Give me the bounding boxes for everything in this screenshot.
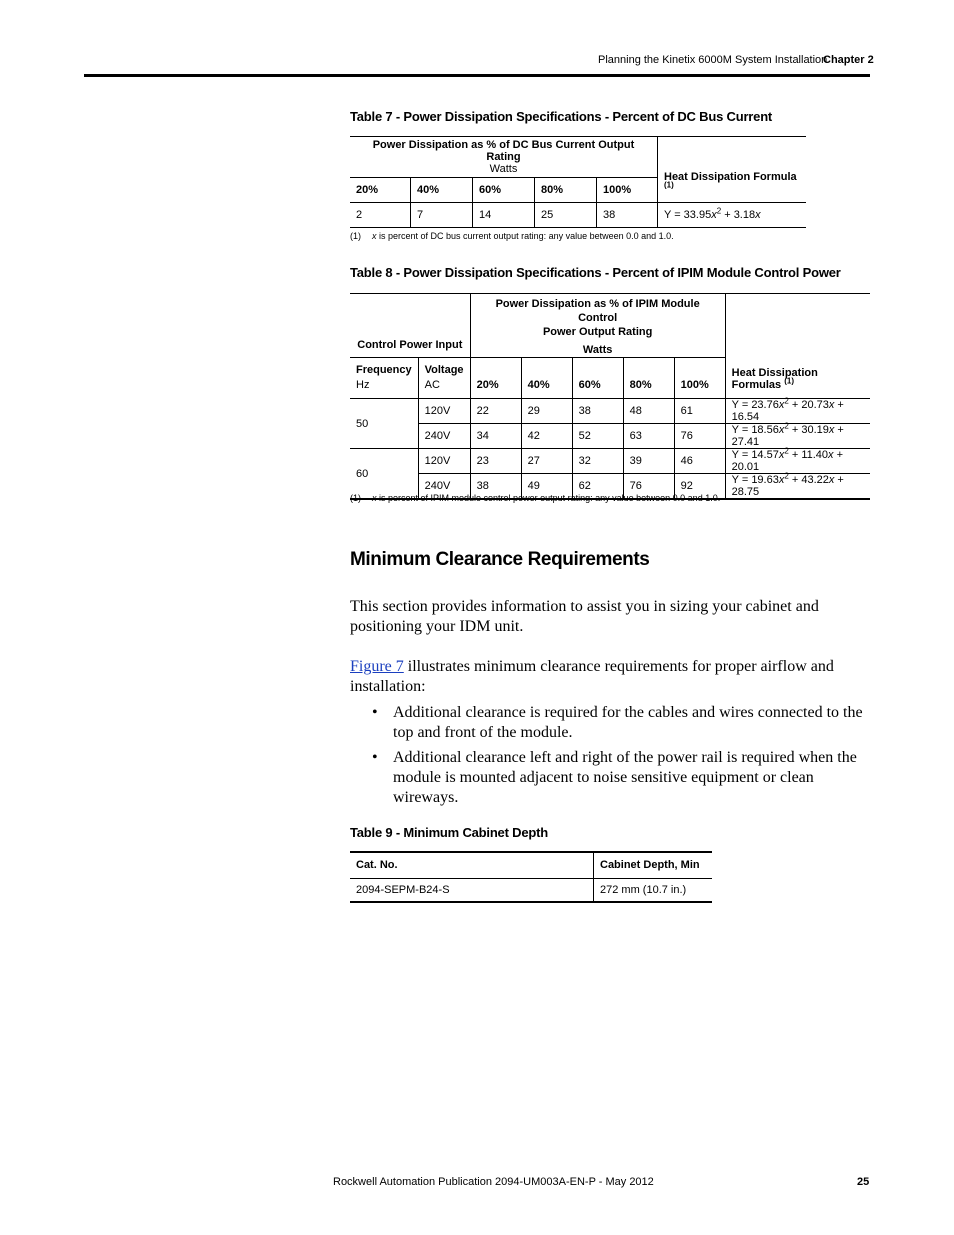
table-cell: 61	[674, 399, 725, 424]
running-header-title: Planning the Kinetix 6000M System Installation	[598, 54, 828, 66]
table8-freq: 50	[350, 399, 418, 449]
table-cell: 49	[521, 474, 572, 500]
formula-exp: 2	[784, 446, 789, 456]
table9-col-header: Cabinet Depth, Min	[600, 859, 700, 872]
table8-formula	[725, 471, 870, 500]
formula-var: x	[778, 449, 785, 461]
section-paragraph	[350, 657, 850, 697]
table8-group-title-2: Power Output Rating	[542, 326, 653, 338]
section-heading: Minimum Clearance Requirements	[350, 549, 650, 570]
table-cell: 22	[470, 399, 521, 424]
formula-part: + 43.22	[788, 474, 829, 486]
table-cell: 34	[470, 424, 521, 449]
table-cell: 63	[623, 424, 674, 449]
formula-part: + 3.18	[721, 209, 756, 221]
running-header-chapter: Chapter 2	[823, 54, 874, 66]
formula-var: x	[778, 474, 785, 486]
table-cell: 92	[674, 474, 725, 500]
table7-col-header: 80%	[535, 178, 597, 203]
table8-formula-header-text: Heat Dissipation Formulas	[731, 367, 818, 391]
table-cell: 62	[572, 474, 623, 500]
table-cell: 25	[535, 203, 597, 228]
formula-exp: 2	[784, 421, 789, 431]
paragraph-text: illustrates minimum clearance requirements for proper airflow and installation:	[350, 658, 834, 695]
table7-col-header: 100%	[597, 178, 658, 203]
table9-caption: Table 9 - Minimum Cabinet Depth	[350, 825, 548, 840]
table8-footnote	[350, 493, 720, 503]
footnote-number: (1)	[350, 493, 361, 503]
table8-col-header: 20%	[470, 358, 521, 399]
table7-col-header: 40%	[411, 178, 473, 203]
table8-col-header: 40%	[521, 358, 572, 399]
formula-part: + 27.41	[731, 424, 844, 448]
table-cell: 2094-SEPM-B24-S	[350, 878, 594, 902]
formula-part: + 20.01	[731, 449, 844, 473]
table-cell: 32	[572, 449, 623, 474]
table7-formula-header	[658, 137, 807, 203]
table-cell: 27	[521, 449, 572, 474]
formula-part: Y = 19.63	[731, 474, 779, 486]
table-cell: 7	[411, 203, 473, 228]
formula-part: + 16.54	[731, 399, 844, 423]
page-number: 25	[857, 1176, 870, 1188]
table8-group-header	[470, 294, 725, 358]
formula-var: x	[828, 399, 835, 411]
table8-volt: 120V	[418, 399, 470, 424]
table7-formula	[658, 203, 807, 228]
formula-var: x	[778, 424, 785, 436]
table-cell: 52	[572, 424, 623, 449]
table7-caption: Table 7 - Power Dissipation Specifications - Percent of DC Bus Current	[350, 109, 773, 124]
formula-var: x	[828, 424, 835, 436]
table7-group-title: Power Dissipation as % of DC Bus Current Output Rating	[372, 139, 635, 163]
table7	[350, 136, 806, 228]
table7-group-unit: Watts	[489, 163, 518, 175]
section-paragraph: This section provides information to assist you in sizing your cabinet and positioning your IDM unit.	[350, 598, 819, 635]
table7-col-header: 20%	[350, 178, 411, 203]
formula-part: Y = 14.57	[731, 449, 779, 461]
table9-col-header: Cat. No.	[350, 852, 594, 878]
volt-unit: AC	[424, 379, 440, 391]
table7-col-header: 60%	[473, 178, 535, 203]
footnote-text: is percent of DC bus current output rating: any value between 0.0 and 1.0.	[376, 231, 674, 241]
formula-part: + 30.19	[788, 424, 829, 436]
table-cell: 23	[470, 449, 521, 474]
formula-part: Y = 23.76	[731, 399, 779, 411]
table-cell: 38	[572, 399, 623, 424]
formula-exp: 2	[784, 396, 789, 406]
formula-part: + 20.73	[788, 399, 829, 411]
header-rule	[84, 74, 870, 77]
table8-freq-header	[350, 358, 418, 399]
table-row	[350, 878, 712, 902]
formula-var: x	[828, 474, 835, 486]
table-cell: 38	[470, 474, 521, 500]
table8-volt-header	[418, 358, 470, 399]
table-cell: 2	[350, 203, 411, 228]
table8-col-header: 100%	[674, 358, 725, 399]
table-row	[350, 203, 806, 228]
formula-part: Y = 33.95	[664, 209, 712, 221]
figure-7-link[interactable]: Figure 7	[350, 658, 404, 675]
freq-unit: Hz	[356, 379, 370, 391]
table-row	[350, 424, 870, 449]
table-cell: 76	[623, 474, 674, 500]
footnote-text: is percent of IPIM module control power output rating: any value between 0.0 and 1.0.	[376, 493, 721, 503]
table8-formula	[725, 421, 870, 449]
volt-title: Voltage	[424, 364, 464, 376]
table7-footnote	[350, 231, 674, 241]
table8-col-header: 60%	[572, 358, 623, 399]
table-row	[350, 399, 870, 424]
table8-input-header: Control Power Input	[350, 294, 470, 358]
bullet-icon: •	[372, 704, 378, 721]
footer-publication: Rockwell Automation Publication 2094-UM003A-EN-P - May 2012	[333, 1176, 654, 1188]
table8-formula	[725, 396, 870, 424]
table8-volt: 240V	[418, 474, 470, 500]
footnote-var: x	[372, 231, 377, 241]
table-cell: 14	[473, 203, 535, 228]
freq-title: Frequency	[356, 364, 412, 376]
table-cell: 39	[623, 449, 674, 474]
table8	[350, 293, 870, 500]
table-cell: 48	[623, 399, 674, 424]
footnote-ref: (1)	[664, 180, 674, 190]
table7-group-header	[350, 137, 658, 178]
table-cell: 46	[674, 449, 725, 474]
table8-formula	[725, 446, 870, 474]
table8-caption: Table 8 - Power Dissipation Specifications - Percent of IPIM Module Control Power	[350, 265, 841, 280]
formula-exp: 2	[716, 206, 722, 216]
table8-group-unit: Watts	[582, 344, 613, 356]
table9	[350, 851, 712, 903]
table-cell: 76	[674, 424, 725, 449]
table-row	[350, 449, 870, 474]
table8-group-title-1: Power Dissipation as % of IPIM Module Control	[495, 298, 700, 324]
bullet-text: Additional clearance is required for the cables and wires connected to the top and front of the module.	[393, 704, 863, 741]
formula-part: + 11.40	[788, 449, 829, 461]
table8-freq: 60	[350, 449, 418, 500]
table-cell: 42	[521, 424, 572, 449]
formula-part: + 28.75	[731, 474, 844, 498]
formula-exp: 2	[784, 471, 789, 481]
bullet-icon: •	[372, 749, 378, 766]
formula-part: Y = 18.56	[731, 424, 779, 436]
table8-volt: 240V	[418, 424, 470, 449]
footnote-var: x	[372, 493, 377, 503]
formula-var: x	[755, 209, 761, 221]
table8-volt: 120V	[418, 449, 470, 474]
footnote-ref: (1)	[784, 376, 794, 386]
table8-col-header: 80%	[623, 358, 674, 399]
bullet-text: Additional clearance left and right of the power rail is required when the module is mounted adjacent to noise sensitive equipment or clean wireways.	[393, 749, 857, 806]
formula-var: x	[778, 399, 785, 411]
table-cell: 38	[597, 203, 658, 228]
table8-formula-header	[725, 294, 870, 399]
formula-var: x	[828, 449, 834, 461]
table-cell: 29	[521, 399, 572, 424]
table7-formula-header-text: Heat Dissipation Formula	[664, 171, 797, 183]
footnote-number: (1)	[350, 231, 361, 241]
table-cell: 272 mm (10.7 in.)	[600, 883, 687, 896]
formula-var: x	[711, 209, 717, 221]
